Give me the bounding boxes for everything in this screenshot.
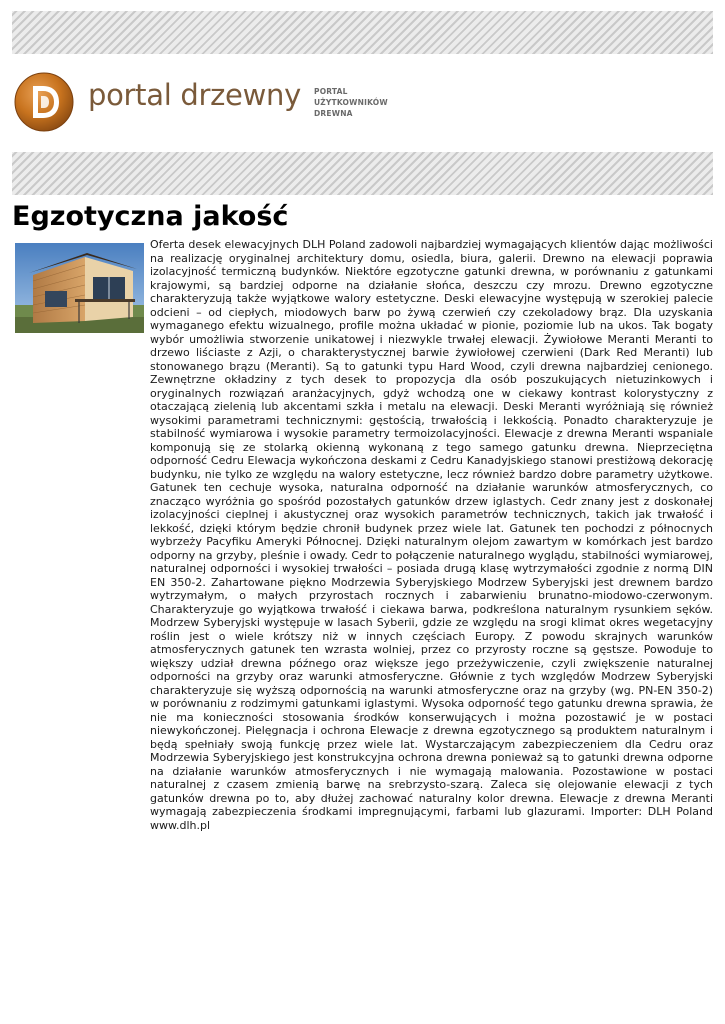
logo-wordmark: portal drzewny: [88, 78, 301, 112]
logo-tagline: [314, 86, 388, 119]
decorative-stripe-band-bottom: [12, 152, 713, 195]
logo-emblem-icon: [14, 72, 74, 132]
article-title: Egzotyczna jakość: [12, 201, 289, 232]
logo-tagline-line: DREWNA: [314, 109, 353, 118]
logo-tagline-line: UŻYTKOWNIKÓW: [314, 98, 388, 107]
logo-tagline-line: PORTAL: [314, 87, 348, 96]
wooden-house-facade-photo: [15, 243, 144, 333]
site-logo[interactable]: [14, 70, 414, 134]
decorative-stripe-band-top: [12, 11, 713, 54]
article-body: Oferta desek elewacyjnych DLH Poland zadowoli najbardziej wymagających klientów dając możliwości na realizację oryginalnej architektury domu, osiedla, biura, galerii. Drewno na elewacji poprawia izolacyjność termiczną budynków. Niektóre egzotyczne gatunki drewna, w porównaniu z gatunkami krajowymi, są bardziej odporne na działanie słońca, deszczu czy mrozu. Drewno egzotyczne charakteryzują także wyjątkowe walory estetyczne. Deski elewacyjne występują w szerokiej palecie odcieni – od ciepłych, miodowych barw po żywą czerwień czy czekoladowy brąz. Dla uzyskania wymaganego efektu wizualnego, profile można układać w pionie, poziomie lub na ukos. Tak bogaty wybór umożliwia stworzenie unikatowej i niezwykle trwałej elewacji. Żywiołowe Meranti Meranti to drzewo liściaste z Azji, o charakterystycznej barwie żywiołowej czerwieni (Dark Red Meranti) lub stonowanego brązu (Meranti). Są to gatunki typu Hard Wood, czyli drewna najbardziej cenionego. Zewnętrzne okładziny z tych desek to propozycja dla osób poszukujących nietuzinkowych i oryginalnych rozwiązań aranżacyjnych, gdyż wchodzą one w ciekawy kontrast kolorystyczny z otaczającą zielenią lub akcentami szkła i metalu na elewacji. Deski Meranti wyróżniają się również wysokimi parametrami technicznymi: gęstością, trwałością i lekkością. Ponadto charakteryzuje je stabilność wymiarowa i wysokie parametry termoizolacyjności. Elewacje z drewna Meranti wspaniale komponują się ze stolarką okienną wykonaną z tego samego gatunku drewna. Nieprzeciętna odporność Cedru Elewacja wykończona deskami z Cedru Kanadyjskiego stanowi prestiżową dekorację budynku, nie tylko ze względu na walory estetyczne, lecz również bardzo dobre parametry użytkowe. Gatunek ten cechuje wysoka, naturalna odporność na działanie warunków atmosferycznych, co znacząco wyróżnia go spośród pozostałych gatunków drzew iglastych. Cedr znany jest z doskonałej izolacyjności cieplnej i akustycznej oraz wysokich parametrów technicznych, takich jak trwałość i lekkość, dzięki którym będzie chronił budynek przez wiele lat. Gatunek ten pochodzi z północnych wybrzeży Pacyfiku Ameryki Północnej. Dzięki naturalnym olejom zawartym w komórkach jest bardzo odporny na grzyby, pleśnie i owady. Cedr to połączenie naturalnego wyglądu, stabilności wymiarowej, naturalnej odporności i wysokiej trwałości – posiada drugą klasę wytrzymałości zgodnie z normą DIN EN 350-2. Zahartowane piękno Modrzewia Syberyjskiego Modrzew Syberyjski jest drewnem bardzo wytrzymałym, o małych przyrostach rocznych i zabarwieniu brunatno-miodowo-czerwonym. Charakteryzuje go wyjątkowa trwałość i ciekawa barwa, podkreślona naturalnym rysunkiem sęków. Modrzew Syberyjski występuje w lasach Syberii, gdzie ze względu na srogi klimat okres wegetacyjny roślin jest o wiele krótszy niż w innych częściach Europy. Z powodu skrajnych warunków atmosferycznych gatunek ten wzrasta wolniej, przez co przyrosty roczne są gęstsze. Powoduje to większy udział drewna późnego oraz większe jego przeżywiczenie, czyli zwiększenie naturalnej odporności na grzyby oraz warunki atmosferyczne. Głównie z tych względów Modrzew Syberyjski charakteryzuje się wyższą odpornością na warunki atmosferyczne oraz na grzyby (wg. PN-EN 350-2) w porównaniu z rodzimymi gatunkami iglastymi. Wysoka odporność tego gatunku drewna sprawia, że nie ma konieczności stosowania środków konserwujących i można pozostawić je w postaci niewykończonej. Pielęgnacja i ochrona Elewacje z drewna egzotycznego są produktem naturalnym i będą spełniały swoją funkcję przez wiele lat. Wystarczającym zabezpieczeniem dla Cedru oraz Modrzewia Syberyjskiego jest konstrukcyjna ochrona drewna ponieważ są to gatunki drewna odporne na działanie warunków atmosferycznych i nie wymagają malowania. Pozostawione w postaci naturalnej z czasem zmienią barwę na srebrzysto-szarą. Zaleca się olejowanie elewacji z tych gatunków drewna po to, aby dłużej zachować naturalny kolor drewna. Elewacje z drewna Meranti wymagają zabezpieczenia środkami impregnującymi, farbami lub glazurami. Importer: DLH Poland www.dlh.pl: [150, 238, 713, 832]
